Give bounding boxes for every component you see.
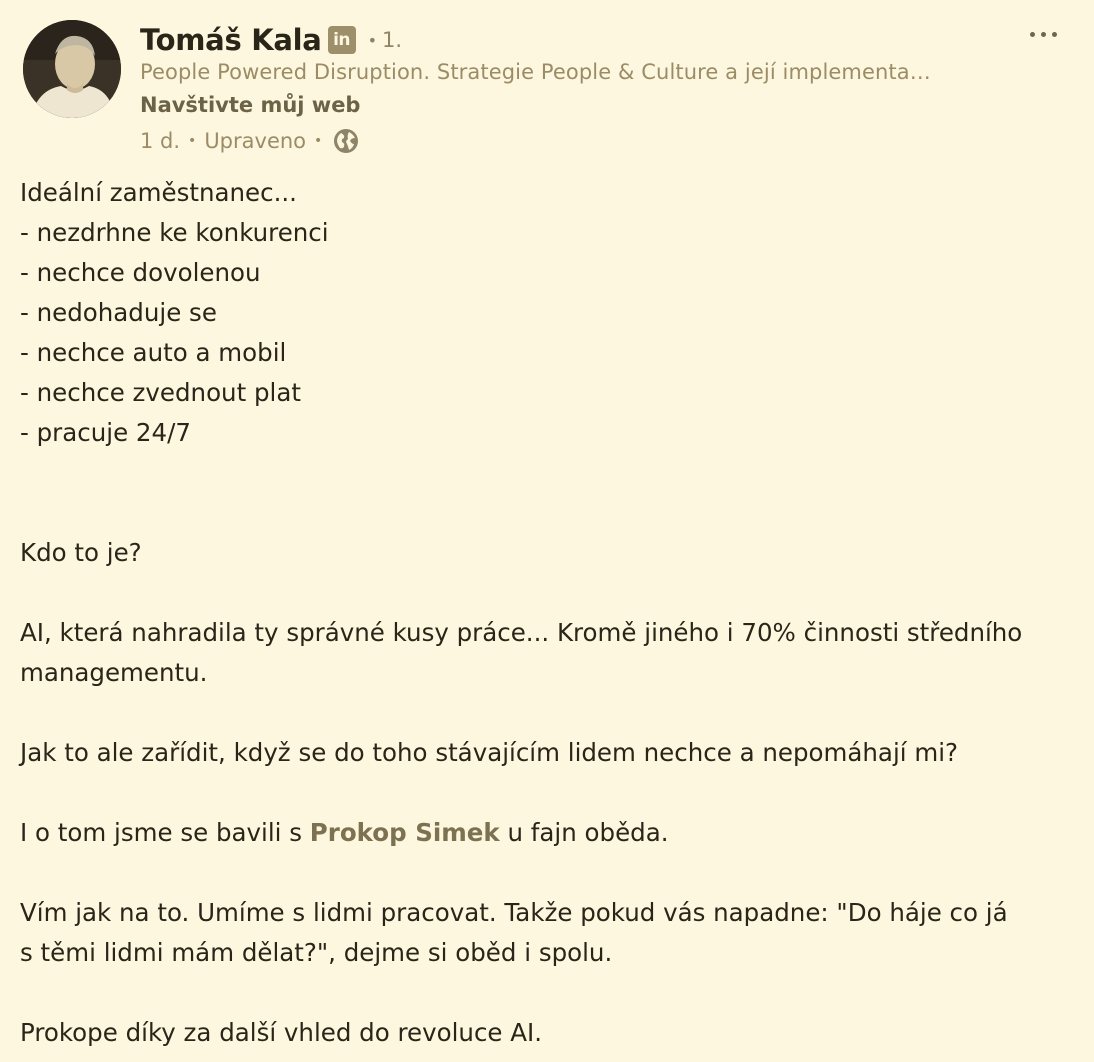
connection-separator: • — [367, 30, 377, 50]
post-paragraph-know: Vím jak na to. Umíme s lidmi pracovat. Takže pokud vás napadne: "Do háje co já — [20, 898, 1008, 927]
visit-website-link[interactable]: Navštivte můj web — [140, 93, 361, 117]
list-item: - nechce auto a mobil — [20, 338, 287, 367]
linkedin-icon: in — [328, 26, 356, 54]
avatar-photo — [23, 20, 121, 118]
list-item: - nechce zvednout plat — [20, 378, 301, 407]
more-horizontal-icon-dot — [1052, 32, 1057, 37]
list-item: - nezdrhne ke konkurenci — [20, 218, 329, 247]
post-question: Kdo to je? — [20, 538, 142, 567]
more-horizontal-icon-dot — [1041, 32, 1046, 37]
meta-separator: • — [314, 133, 323, 149]
spacer — [20, 453, 1080, 533]
spacer — [20, 573, 1080, 613]
post-intro: Ideální zaměstnanec... — [20, 178, 297, 207]
spacer — [20, 773, 1080, 813]
more-horizontal-icon-dot — [1030, 32, 1035, 37]
post-paragraph-ai: AI, která nahradila ty správné kusy práce... Kromě jiného i 70% činnosti středního — [20, 618, 1023, 647]
meta-separator: • — [188, 133, 197, 149]
connection-degree: 1. — [382, 28, 403, 52]
author-name-row — [140, 20, 402, 60]
author-name[interactable]: Tomáš Kala — [140, 23, 322, 57]
post-time: 1 d. — [140, 129, 181, 153]
list-item: - nedohaduje se — [20, 298, 217, 327]
mention-link[interactable]: Prokop Simek — [309, 818, 500, 847]
spacer — [20, 853, 1080, 893]
author-headline: People Powered Disruption. Strategie People & Culture a její implementa… — [140, 60, 931, 84]
spacer — [20, 693, 1080, 733]
list-item: - pracuje 24/7 — [20, 418, 191, 447]
post-paragraph-how: Jak to ale zařídit, když se do toho stávajícím lidem nechce a nepomáhají mi? — [20, 738, 959, 767]
post-paragraph-know-continued: s těmi lidmi mám dělat?", dejme si oběd i spolu. — [20, 938, 613, 967]
mention-suffix: u fajn oběda. — [499, 818, 669, 847]
more-options-button[interactable] — [1023, 18, 1063, 50]
edited-label: Upraveno — [204, 129, 307, 153]
mention-prefix: I o tom jsme se bavili s — [20, 818, 310, 847]
globe-icon[interactable] — [332, 127, 360, 155]
post-body — [20, 173, 1080, 1053]
list-item: - nechce dovolenou — [20, 258, 261, 287]
post-paragraph-mention — [20, 813, 1080, 853]
post-paragraph-thanks: Prokope díky za další vhled do revoluce AI. — [20, 1018, 543, 1047]
author-avatar[interactable] — [23, 20, 121, 118]
spacer — [20, 973, 1080, 1013]
post-paragraph-ai-continued: managementu. — [20, 658, 208, 687]
post-meta — [140, 126, 360, 156]
